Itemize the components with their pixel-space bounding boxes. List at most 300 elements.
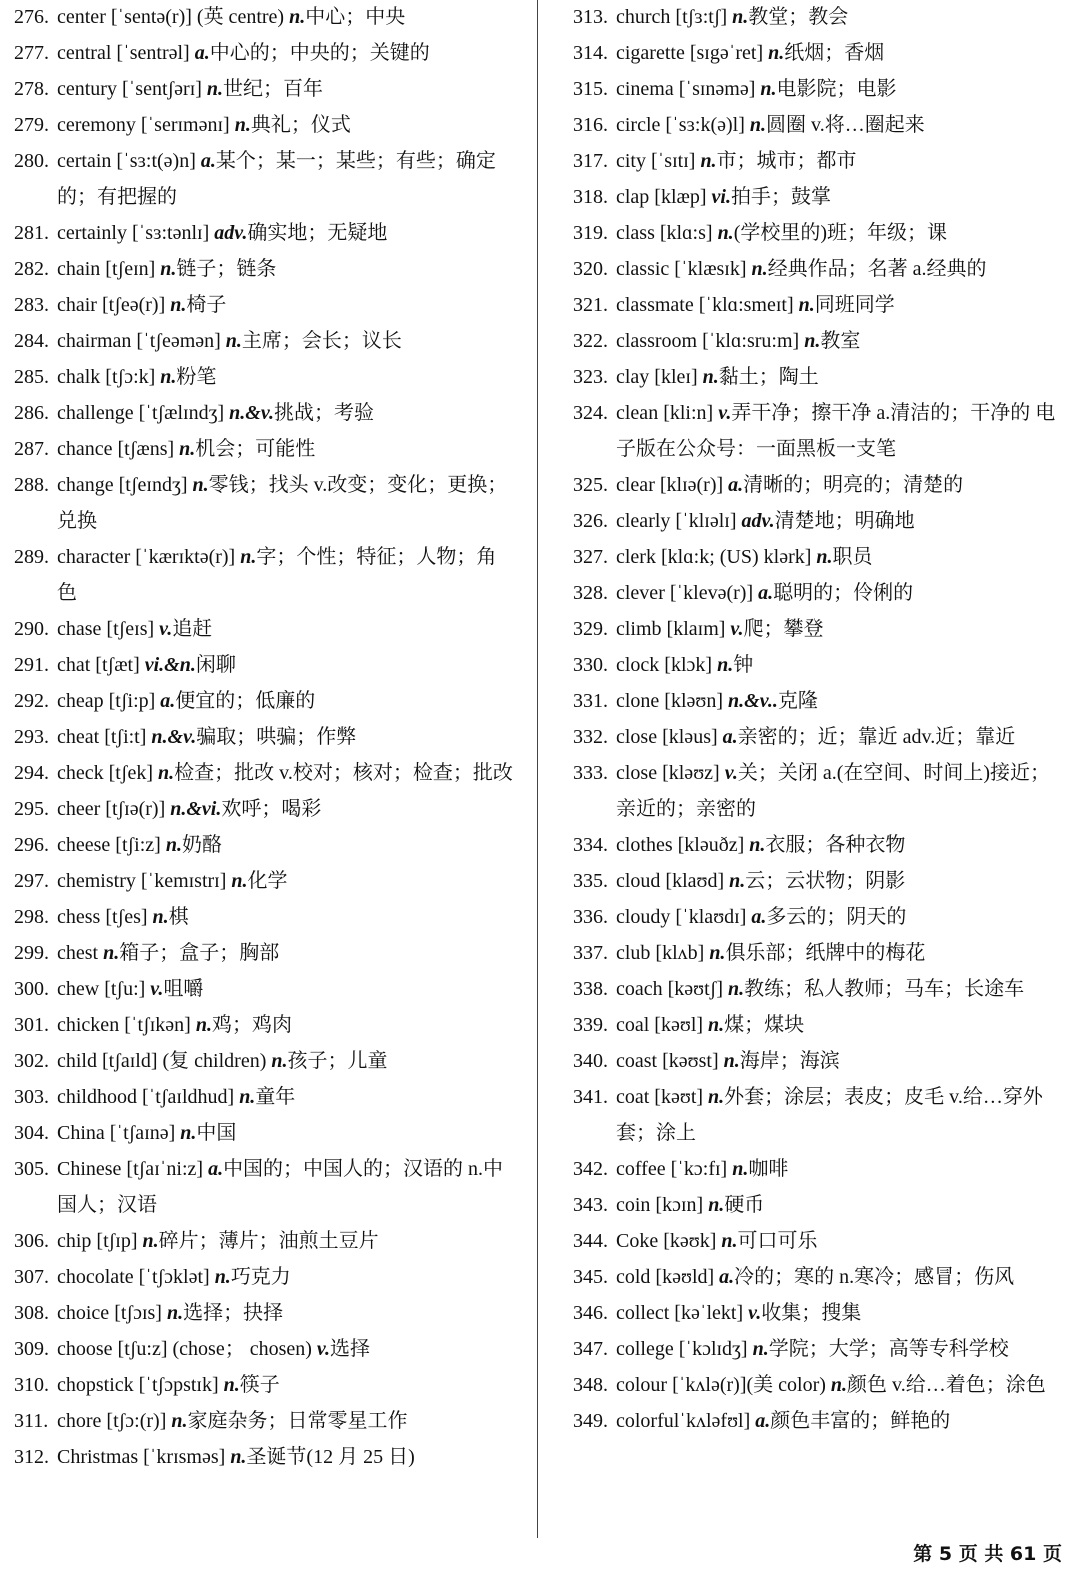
entry-definition: 确实地；无疑地 bbox=[247, 222, 388, 244]
entry-part-of-speech: n. bbox=[798, 294, 815, 316]
entry-part-of-speech: n.&v. bbox=[229, 402, 274, 424]
vocab-entry bbox=[573, 1151, 1069, 1187]
entry-number: 329. bbox=[573, 618, 608, 640]
entry-part-of-speech: n. bbox=[165, 834, 182, 856]
entry-headword: check [tʃek] bbox=[57, 762, 159, 784]
vocab-entry bbox=[573, 539, 1069, 575]
vocab-entry bbox=[573, 395, 1069, 467]
entry-part-of-speech: n. bbox=[103, 942, 120, 964]
entry-number: 290. bbox=[14, 618, 49, 640]
entry-number: 294. bbox=[14, 762, 49, 784]
entry-definition: 冷的；寒的 n.寒冷；感冒；伤风 bbox=[734, 1266, 1015, 1288]
entry-part-of-speech: n. bbox=[816, 546, 833, 568]
entry-number: 285. bbox=[14, 366, 49, 388]
entry-part-of-speech: a. bbox=[751, 906, 767, 928]
entry-headword: cheat [tʃi:t] bbox=[57, 726, 152, 748]
entry-number: 328. bbox=[573, 582, 608, 604]
entry-headword: cheap [tʃi:p] bbox=[57, 690, 161, 712]
entry-part-of-speech: v. bbox=[150, 978, 164, 1000]
vocab-entry bbox=[573, 179, 1069, 215]
entry-number: 292. bbox=[14, 690, 49, 712]
entry-number: 291. bbox=[14, 654, 49, 676]
entry-definition: 教堂；教会 bbox=[748, 6, 849, 28]
entry-headword: church [tʃɜ:tʃ] bbox=[616, 6, 733, 28]
entry-number: 330. bbox=[573, 654, 608, 676]
entry-headword: classic [ˈklæsɪk] bbox=[616, 258, 752, 280]
entry-headword: clap [klæp] bbox=[616, 186, 712, 208]
entry-number: 322. bbox=[573, 330, 608, 352]
entry-definition: 中心的；中央的；关键的 bbox=[209, 42, 430, 64]
entry-part-of-speech: n. bbox=[804, 330, 821, 352]
entry-part-of-speech: n. bbox=[160, 366, 177, 388]
entry-part-of-speech: n. bbox=[732, 6, 749, 28]
entry-definition: 鸡；鸡肉 bbox=[211, 1014, 292, 1036]
entry-part-of-speech: n. bbox=[225, 330, 242, 352]
entry-number: 331. bbox=[573, 690, 608, 712]
vocab-entry bbox=[573, 1295, 1069, 1331]
vocab-entry bbox=[14, 1295, 514, 1331]
entry-part-of-speech: a. bbox=[722, 726, 738, 748]
entry-number: 333. bbox=[573, 762, 608, 784]
entry-number: 348. bbox=[573, 1374, 608, 1396]
entry-headword: chairman [ˈtʃeəmən] bbox=[57, 330, 226, 352]
entry-definition: 椅子 bbox=[186, 294, 227, 316]
entry-number: 343. bbox=[573, 1194, 608, 1216]
entry-number: 296. bbox=[14, 834, 49, 856]
entry-number: 326. bbox=[573, 510, 608, 532]
vocab-entry bbox=[573, 719, 1069, 755]
entry-part-of-speech: n. bbox=[717, 222, 734, 244]
entry-part-of-speech: n. bbox=[179, 438, 196, 460]
vocab-entry bbox=[573, 575, 1069, 611]
left-column bbox=[14, 0, 514, 1475]
entry-number: 321. bbox=[573, 294, 608, 316]
entry-headword: clever [ˈklevə(r)] bbox=[616, 582, 759, 604]
entry-part-of-speech: n. bbox=[170, 294, 187, 316]
entry-headword: classroom [ˈklɑ:sru:m] bbox=[616, 330, 805, 352]
entry-headword: colour [ˈkʌlə(r)](美 color) bbox=[616, 1374, 831, 1396]
vocab-entry bbox=[573, 143, 1069, 179]
entry-part-of-speech: n. bbox=[708, 1086, 725, 1108]
entry-part-of-speech: n. bbox=[708, 1194, 725, 1216]
entry-part-of-speech: n. bbox=[240, 546, 257, 568]
entry-number: 312. bbox=[14, 1446, 49, 1468]
vocab-entry bbox=[14, 431, 514, 467]
vocab-entry bbox=[573, 215, 1069, 251]
entry-headword: Christmas [ˈkrɪsməs] bbox=[57, 1446, 231, 1468]
entry-number: 338. bbox=[573, 978, 608, 1000]
entry-definition: 关；关闭 a.(在空间、时间上)接近；亲近的；亲密的 bbox=[616, 762, 1051, 820]
entry-headword: certainly [ˈsɜ:tənlɪ] bbox=[57, 222, 215, 244]
entry-headword: clothes [kləuðz] bbox=[616, 834, 750, 856]
entry-headword: clock [klɔk] bbox=[616, 654, 718, 676]
entry-definition: (学校里的)班；年级；课 bbox=[733, 222, 948, 244]
entry-definition: 机会；可能性 bbox=[195, 438, 316, 460]
entry-definition: 奶酪 bbox=[181, 834, 222, 856]
entry-number: 337. bbox=[573, 942, 608, 964]
vocab-entry bbox=[14, 143, 514, 215]
entry-definition: 家庭杂务；日常零星工作 bbox=[187, 1410, 408, 1432]
entry-definition: 职员 bbox=[832, 546, 873, 568]
entry-number: 287. bbox=[14, 438, 49, 460]
entry-definition: 圣诞节(12 月 25 日) bbox=[246, 1446, 415, 1468]
entry-definition: 闲聊 bbox=[195, 654, 236, 676]
entry-part-of-speech: n. bbox=[289, 6, 306, 28]
entry-number: 281. bbox=[14, 222, 49, 244]
entry-number: 302. bbox=[14, 1050, 49, 1072]
entry-number: 335. bbox=[573, 870, 608, 892]
entry-number: 304. bbox=[14, 1122, 49, 1144]
vocab-entry bbox=[14, 1259, 514, 1295]
entry-part-of-speech: a. bbox=[755, 1410, 771, 1432]
entry-headword: Coke [kəʊk] bbox=[616, 1230, 722, 1252]
vocab-entry bbox=[573, 935, 1069, 971]
entry-headword: chain [tʃeɪn] bbox=[57, 258, 161, 280]
entry-part-of-speech: a. bbox=[758, 582, 774, 604]
entry-definition: 中国 bbox=[196, 1122, 237, 1144]
entry-number: 299. bbox=[14, 942, 49, 964]
vocab-entry bbox=[14, 863, 514, 899]
vocab-entry bbox=[14, 1043, 514, 1079]
entry-number: 347. bbox=[573, 1338, 608, 1360]
entry-number: 349. bbox=[573, 1410, 608, 1432]
vocab-entry bbox=[573, 359, 1069, 395]
entry-headword: coach [kəʊtʃ] bbox=[616, 978, 729, 1000]
entry-part-of-speech: n. bbox=[142, 1230, 159, 1252]
entry-definition: 拍手；鼓掌 bbox=[730, 186, 831, 208]
entry-part-of-speech: n. bbox=[749, 834, 766, 856]
entry-number: 342. bbox=[573, 1158, 608, 1180]
entry-headword: coal [kəʊl] bbox=[616, 1014, 709, 1036]
entry-number: 310. bbox=[14, 1374, 49, 1396]
vocab-entry bbox=[573, 863, 1069, 899]
entry-definition: 巧克力 bbox=[230, 1266, 291, 1288]
entry-definition: 筷子 bbox=[239, 1374, 280, 1396]
entry-headword: center [ˈsentə(r)] (英 centre) bbox=[57, 6, 290, 28]
entry-number: 327. bbox=[573, 546, 608, 568]
entry-part-of-speech: n. bbox=[768, 42, 785, 64]
entry-number: 316. bbox=[573, 114, 608, 136]
entry-part-of-speech: n. bbox=[728, 978, 745, 1000]
entry-definition: 教练；私人教师；马车；长途车 bbox=[744, 978, 1025, 1000]
entry-headword: clearly [ˈklɪəlɪ] bbox=[616, 510, 742, 532]
entry-headword: cheer [tʃɪə(r)] bbox=[57, 798, 171, 820]
vocab-entry bbox=[14, 1223, 514, 1259]
entry-definition: 字；个性；特征；人物；角色 bbox=[57, 546, 497, 604]
entry-part-of-speech: vi.&n. bbox=[144, 654, 196, 676]
vocab-entry bbox=[14, 935, 514, 971]
vocab-entry bbox=[14, 395, 514, 431]
vocab-entry bbox=[14, 287, 514, 323]
entry-headword: chopstick [ˈtʃɔpstɪk] bbox=[57, 1374, 224, 1396]
entry-headword: coat [kəʊt] bbox=[616, 1086, 709, 1108]
entry-headword: chew [tʃu:] bbox=[57, 978, 151, 1000]
entry-definition: 黏土；陶土 bbox=[718, 366, 819, 388]
entry-headword: class [klɑ:s] bbox=[616, 222, 718, 244]
entry-number: 306. bbox=[14, 1230, 49, 1252]
vocab-entry bbox=[573, 323, 1069, 359]
entry-number: 319. bbox=[573, 222, 608, 244]
entry-headword: coin [kɔɪn] bbox=[616, 1194, 709, 1216]
entry-number: 282. bbox=[14, 258, 49, 280]
entry-part-of-speech: n. bbox=[231, 870, 248, 892]
entry-part-of-speech: a. bbox=[728, 474, 744, 496]
entry-part-of-speech: n. bbox=[180, 1122, 197, 1144]
entry-definition: 克隆 bbox=[777, 690, 818, 712]
entry-part-of-speech: n. bbox=[195, 1014, 212, 1036]
vocab-entry bbox=[14, 1403, 514, 1439]
entry-headword: chat [tʃæt] bbox=[57, 654, 145, 676]
entry-number: 277. bbox=[14, 42, 49, 64]
entry-definition: 市；城市；都市 bbox=[716, 150, 857, 172]
vocab-entry bbox=[14, 107, 514, 143]
entry-definition: 颜色丰富的；鲜艳的 bbox=[770, 1410, 951, 1432]
vocab-entry bbox=[573, 1007, 1069, 1043]
vocab-entry bbox=[14, 827, 514, 863]
page-number: 第 5 页 共 61 页 bbox=[913, 1543, 1062, 1565]
entry-number: 284. bbox=[14, 330, 49, 352]
entry-part-of-speech: a. bbox=[208, 1158, 224, 1180]
entry-number: 340. bbox=[573, 1050, 608, 1072]
entry-part-of-speech: n. bbox=[152, 906, 169, 928]
entry-headword: circle [ˈsɜ:k(ə)l] bbox=[616, 114, 750, 136]
entry-part-of-speech: n. bbox=[166, 1302, 184, 1324]
vocab-entry bbox=[14, 1331, 514, 1367]
entry-part-of-speech: n. bbox=[171, 1410, 188, 1432]
vocab-entry bbox=[573, 683, 1069, 719]
entry-part-of-speech: a. bbox=[200, 150, 216, 172]
entry-definition: 检查；批改 v.校对；核对；检查；批改 bbox=[174, 762, 513, 784]
entry-part-of-speech: adv. bbox=[214, 222, 248, 244]
entry-part-of-speech: v. bbox=[724, 762, 738, 784]
entry-definition: 教室 bbox=[820, 330, 861, 352]
entry-part-of-speech: n.&vi. bbox=[170, 798, 222, 820]
entry-definition: 硬币 bbox=[724, 1194, 765, 1216]
entry-part-of-speech: v. bbox=[748, 1302, 762, 1324]
entry-headword: chalk [tʃɔ:k] bbox=[57, 366, 161, 388]
entry-part-of-speech: n. bbox=[830, 1374, 848, 1396]
entry-number: 293. bbox=[14, 726, 49, 748]
vocab-entry bbox=[14, 1367, 514, 1403]
vocab-entry bbox=[14, 1439, 514, 1475]
vocab-entry bbox=[14, 251, 514, 287]
right-column bbox=[573, 0, 1069, 1439]
entry-definition: 童年 bbox=[255, 1086, 296, 1108]
vocab-entry bbox=[573, 1403, 1069, 1439]
entry-headword: college [ˈkɔlɪdʒ] bbox=[616, 1338, 753, 1360]
entry-number: 305. bbox=[14, 1158, 49, 1180]
vocab-entry bbox=[573, 971, 1069, 1007]
entry-definition: 经典作品；名著 a.经典的 bbox=[767, 258, 987, 280]
entry-part-of-speech: n. bbox=[709, 942, 726, 964]
entry-number: 283. bbox=[14, 294, 49, 316]
entry-headword: challenge [ˈtʃælɪndʒ] bbox=[57, 402, 230, 424]
entry-number: 317. bbox=[573, 150, 608, 172]
vocab-entry bbox=[14, 971, 514, 1007]
vocab-entry bbox=[14, 755, 514, 791]
entry-definition: 圆圈 v.将…圈起来 bbox=[766, 114, 925, 136]
entry-headword: city [ˈsɪtɪ] bbox=[616, 150, 701, 172]
entry-definition: 世纪；百年 bbox=[223, 78, 324, 100]
entry-headword: chocolate [ˈtʃɔklət] bbox=[57, 1266, 215, 1288]
entry-part-of-speech: n. bbox=[160, 258, 177, 280]
entry-definition: 中国的；中国人的；汉语的 n.中国人；汉语 bbox=[57, 1158, 504, 1216]
entry-headword: clerk [klɑ:k; (US) klərk] bbox=[616, 546, 817, 568]
vocab-entry bbox=[573, 71, 1069, 107]
entry-number: 339. bbox=[573, 1014, 608, 1036]
vocab-entry bbox=[573, 611, 1069, 647]
entry-headword: coast [kəʊst] bbox=[616, 1050, 724, 1072]
entry-definition: 可口可乐 bbox=[737, 1230, 818, 1252]
vocab-entry bbox=[14, 215, 514, 251]
entry-number: 298. bbox=[14, 906, 49, 928]
vocab-entry bbox=[573, 287, 1069, 323]
entry-part-of-speech: v. bbox=[730, 618, 744, 640]
entry-definition: 云；云状物；阴影 bbox=[745, 870, 906, 892]
entry-definition: 煤；煤块 bbox=[724, 1014, 805, 1036]
vocab-entry bbox=[14, 719, 514, 755]
entry-definition: 爬；攀登 bbox=[743, 618, 824, 640]
entry-part-of-speech: v. bbox=[316, 1338, 331, 1360]
entry-definition: 主席；会长；议长 bbox=[241, 330, 402, 352]
entry-definition: 学院；大学；高等专科学校 bbox=[768, 1338, 1009, 1360]
entry-headword: clean [kli:n] bbox=[616, 402, 719, 424]
entry-definition: 碎片；薄片；油煎土豆片 bbox=[158, 1230, 379, 1252]
entry-part-of-speech: n.&v.. bbox=[728, 690, 778, 712]
entry-headword: classmate [ˈklɑ:smeɪt] bbox=[616, 294, 799, 316]
entry-part-of-speech: n. bbox=[192, 474, 209, 496]
entry-number: 276. bbox=[14, 6, 49, 28]
entry-headword: clear [klɪə(r)] bbox=[616, 474, 729, 496]
vocab-entry bbox=[573, 251, 1069, 287]
vocab-entry bbox=[573, 1259, 1069, 1295]
entry-definition: 钟 bbox=[733, 654, 754, 676]
entry-part-of-speech: n. bbox=[230, 1446, 247, 1468]
vocab-entry bbox=[573, 503, 1069, 539]
entry-definition: 聪明的；伶俐的 bbox=[773, 582, 914, 604]
entry-part-of-speech: n. bbox=[749, 114, 767, 136]
entry-number: 286. bbox=[14, 402, 49, 424]
entry-headword: chase [tʃeɪs] bbox=[57, 618, 160, 640]
entry-headword: close [kləus] bbox=[616, 726, 723, 748]
entry-number: 344. bbox=[573, 1230, 608, 1252]
vocab-entry bbox=[573, 1187, 1069, 1223]
entry-headword: child [tʃaɪld] (复 children) bbox=[57, 1050, 272, 1072]
entry-headword: century [ˈsentʃərɪ] bbox=[57, 78, 207, 100]
entry-headword: chair [tʃeə(r)] bbox=[57, 294, 171, 316]
entry-headword: cheese [tʃi:z] bbox=[57, 834, 166, 856]
vocab-entry bbox=[14, 35, 514, 71]
entry-headword: club [klʌb] bbox=[616, 942, 710, 964]
entry-number: 278. bbox=[14, 78, 49, 100]
entry-number: 314. bbox=[573, 42, 608, 64]
entry-headword: ceremony [ˈserɪmənɪ] bbox=[57, 114, 235, 136]
entry-number: 300. bbox=[14, 978, 49, 1000]
vocab-entry bbox=[573, 755, 1069, 827]
entry-part-of-speech: v. bbox=[159, 618, 173, 640]
entry-headword: colorfulˈkʌləfʊl] bbox=[616, 1410, 756, 1432]
entry-definition: 典礼；仪式 bbox=[250, 114, 351, 136]
entry-part-of-speech: n. bbox=[223, 1374, 240, 1396]
entry-number: 307. bbox=[14, 1266, 49, 1288]
entry-headword: central [ˈsentrəl] bbox=[57, 42, 195, 64]
entry-number: 318. bbox=[573, 186, 608, 208]
entry-headword: chemistry [ˈkemɪstrɪ] bbox=[57, 870, 232, 892]
vocab-entry bbox=[573, 1079, 1069, 1151]
vocab-entry bbox=[573, 1223, 1069, 1259]
entry-headword: choice [tʃɔɪs] bbox=[57, 1302, 167, 1324]
entry-part-of-speech: v. bbox=[718, 402, 732, 424]
entry-number: 320. bbox=[573, 258, 608, 280]
entry-headword: choose [tʃu:z] (chose； chosen) bbox=[57, 1338, 317, 1360]
entry-number: 334. bbox=[573, 834, 608, 856]
entry-part-of-speech: a. bbox=[719, 1266, 735, 1288]
entry-definition: 棋 bbox=[168, 906, 189, 928]
entry-headword: cloudy [ˈklaʊdɪ] bbox=[616, 906, 752, 928]
entry-part-of-speech: n. bbox=[271, 1050, 288, 1072]
entry-definition: 欢呼；喝彩 bbox=[221, 798, 322, 820]
entry-part-of-speech: n. bbox=[708, 1014, 725, 1036]
entry-part-of-speech: n. bbox=[234, 114, 251, 136]
vocab-entry bbox=[573, 1331, 1069, 1367]
entry-headword: chess [tʃes] bbox=[57, 906, 153, 928]
entry-definition: 孩子；儿童 bbox=[287, 1050, 388, 1072]
entry-number: 289. bbox=[14, 546, 49, 568]
entry-part-of-speech: adv. bbox=[741, 510, 775, 532]
entry-number: 323. bbox=[573, 366, 608, 388]
vocab-entry bbox=[573, 1043, 1069, 1079]
entry-part-of-speech: n.&v. bbox=[151, 726, 197, 748]
entry-definition: 便宜的；低廉的 bbox=[175, 690, 316, 712]
entry-headword: collect [kəˈlekt] bbox=[616, 1302, 749, 1324]
entry-headword: cloud [klaʊd] bbox=[616, 870, 730, 892]
entry-number: 297. bbox=[14, 870, 49, 892]
entry-definition: 弄干净；擦干净 a.清洁的；干净的 电子版在公众号：一面黑板一支笔 bbox=[616, 402, 1056, 460]
vocab-entry bbox=[573, 35, 1069, 71]
entry-definition: 收集；搜集 bbox=[761, 1302, 862, 1324]
entry-part-of-speech: n. bbox=[700, 150, 717, 172]
entry-headword: chance [tʃæns] bbox=[57, 438, 180, 460]
entry-part-of-speech: n. bbox=[732, 1158, 749, 1180]
vocab-entry bbox=[14, 71, 514, 107]
entry-definition: 中心；中央 bbox=[305, 6, 406, 28]
entry-headword: chip [tʃɪp] bbox=[57, 1230, 143, 1252]
entry-headword: climb [klaɪm] bbox=[616, 618, 731, 640]
entry-headword: change [tʃeɪndʒ] bbox=[57, 474, 193, 496]
entry-number: 346. bbox=[573, 1302, 608, 1324]
entry-definition: 亲密的；近；靠近 adv.近；靠近 bbox=[737, 726, 1016, 748]
entry-headword: coffee [ˈkɔ:fɪ] bbox=[616, 1158, 733, 1180]
vocab-entry bbox=[14, 611, 514, 647]
entry-headword: Chinese [tʃaɪˈni:z] bbox=[57, 1158, 209, 1180]
vocab-entry bbox=[14, 359, 514, 395]
entry-headword: cinema [ˈsɪnəmə] bbox=[616, 78, 761, 100]
vocab-entry bbox=[14, 1007, 514, 1043]
entry-definition: 骗取；哄骗；作弊 bbox=[196, 726, 357, 748]
entry-number: 311. bbox=[14, 1410, 49, 1432]
vocab-entry bbox=[14, 467, 514, 539]
vocab-entry bbox=[573, 0, 1069, 35]
entry-number: 313. bbox=[573, 6, 608, 28]
entry-part-of-speech: a. bbox=[194, 42, 210, 64]
entry-definition: 追赶 bbox=[172, 618, 213, 640]
entry-part-of-speech: n. bbox=[206, 78, 224, 100]
entry-part-of-speech: a. bbox=[160, 690, 176, 712]
vocab-entry bbox=[14, 1079, 514, 1115]
entry-headword: cold [kəʊld] bbox=[616, 1266, 720, 1288]
entry-part-of-speech: n. bbox=[158, 762, 175, 784]
entry-number: 279. bbox=[14, 114, 49, 136]
